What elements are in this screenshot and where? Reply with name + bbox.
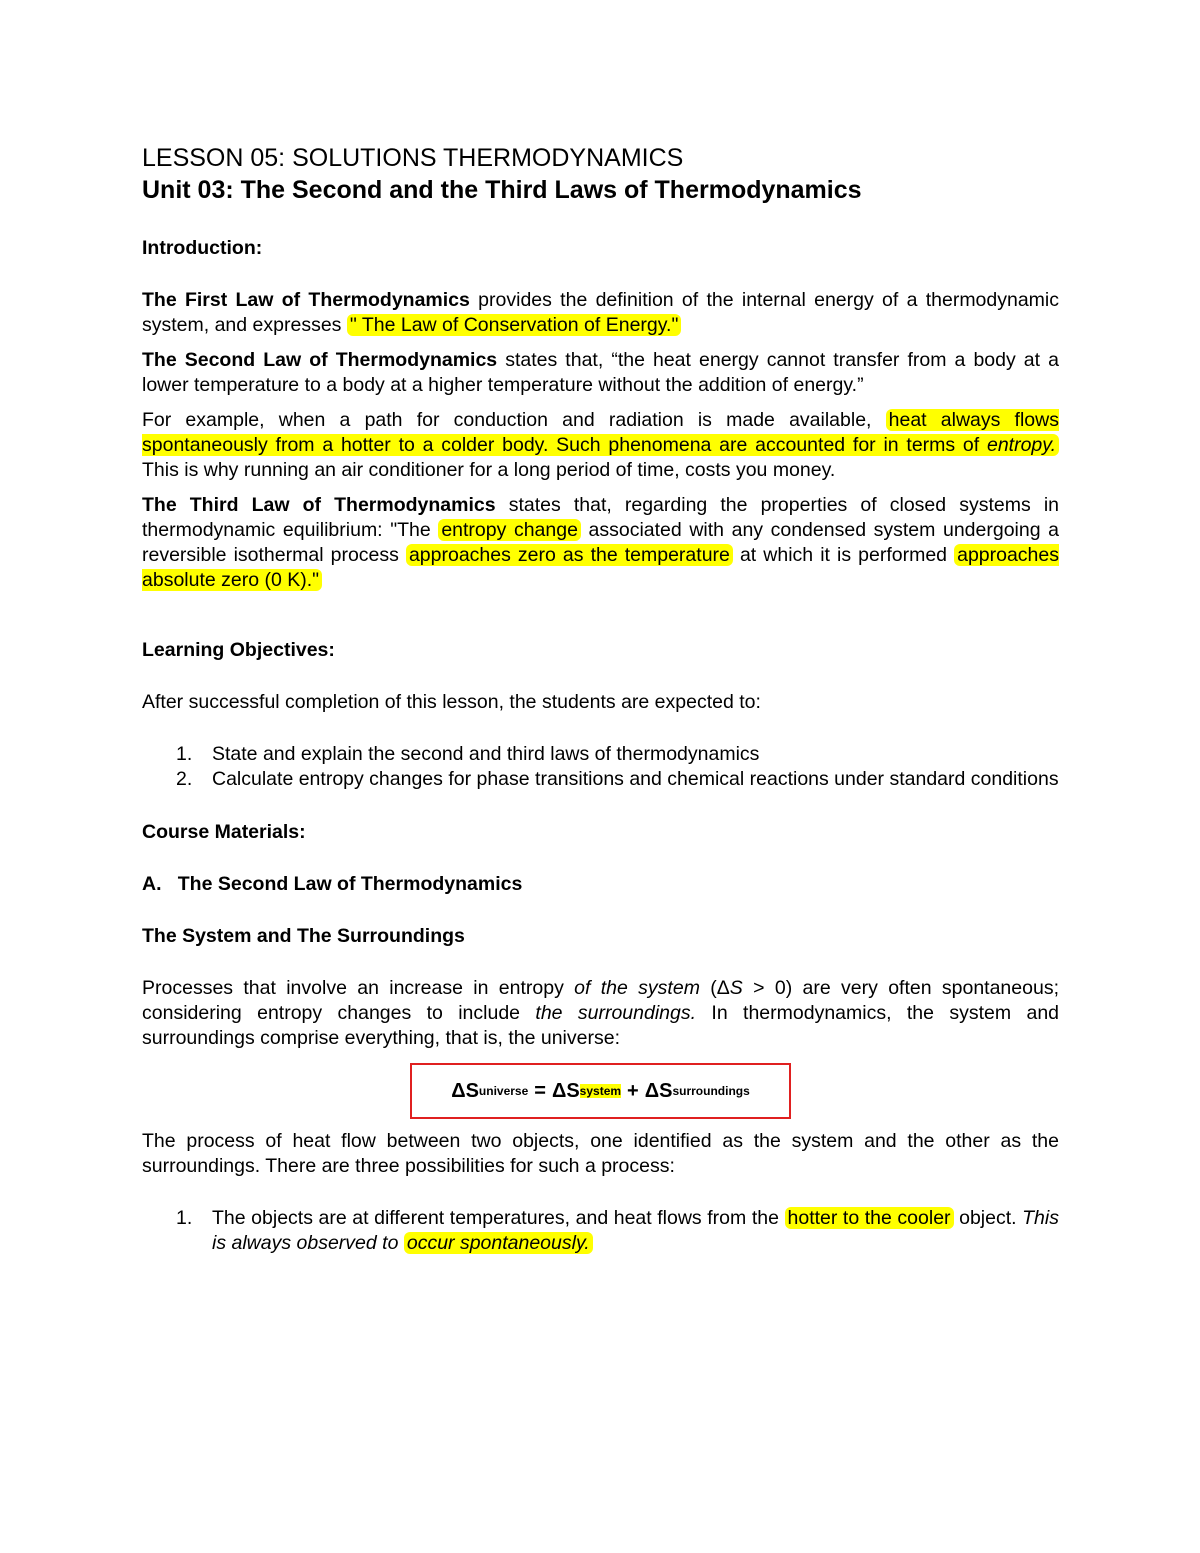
system-surroundings-heading: The System and The Surroundings (142, 925, 465, 947)
possibility-highlight-italic: occur spontaneously. (404, 1232, 593, 1254)
objective-item (142, 767, 1059, 792)
equation-delta-s-surroundings: ΔS (644, 1079, 673, 1102)
third-law-highlight-1: entropy change (438, 519, 581, 541)
page-content (142, 142, 1059, 1256)
possibility-text-2: object. (953, 1207, 1023, 1229)
equation-delta-s-universe: ΔS (451, 1079, 479, 1102)
third-law-term: The Third Law of Thermodynamics (142, 494, 496, 516)
introduction-heading: Introduction: (142, 237, 263, 259)
heat-flow-paragraph: The process of heat flow between two objects, one identified as the system and the other as the surroundings. There are three possibilities for such a process: (142, 1130, 1059, 1177)
possibility-highlight: hotter to the cooler (785, 1207, 954, 1229)
possibilities-list (142, 1206, 1059, 1256)
equation-container (142, 1063, 1059, 1119)
entropy-italic-surroundings: the surroundings. (535, 1002, 697, 1024)
entropy-paragraph (142, 976, 1059, 1051)
possibility-item (142, 1206, 1059, 1256)
example-text-after: This is why running an air conditioner for a long period of time, costs you money. (142, 459, 836, 481)
third-law-highlight-2: approaches zero as the temperature (406, 544, 733, 566)
third-law-text-2: associated with any condensed system undergoing a reversible isothermal process (142, 519, 1059, 566)
entropy-text-4: In thermodynamics, the system and surroundings comprise everything, that is, the universe: (142, 1002, 1060, 1049)
course-materials-heading: Course Materials: (142, 821, 306, 843)
objective-item (142, 742, 1059, 767)
first-law-paragraph (142, 288, 1059, 338)
second-law-paragraph (142, 348, 1059, 398)
example-highlight-entropy: entropy. (986, 434, 1056, 456)
objective-text: State and explain the second and third laws of thermodynamics (212, 743, 760, 765)
third-law-paragraph (142, 493, 1059, 593)
first-law-text: provides the definition of the internal energy of a thermodynamic system, and expresses (142, 289, 1060, 336)
entropy-text-1: Processes that involve an increase in entropy (142, 977, 575, 999)
objectives-heading: Learning Objectives: (142, 639, 335, 661)
entropy-italic-s: S (729, 977, 743, 999)
second-law-term: The Second Law of Thermodynamics (142, 349, 498, 371)
example-text-before: For example, when a path for conduction and radiation is made available, (142, 409, 886, 431)
example-highlight-text: heat always flows spontaneously from a hotter to a colder body. Such phenomena are accounted for in terms of (142, 409, 1059, 456)
possibility-number: 1. (176, 1207, 193, 1229)
objectives-intro: After successful completion of this lesson, the students are expected to: (142, 691, 761, 713)
possibility-italic: This is always observed to (212, 1207, 1059, 1254)
entropy-text-3: > 0) are very often spontaneous; considering entropy changes to include (142, 977, 1059, 1024)
unit-title: Unit 03: The Second and the Third Laws of Thermodynamics (142, 176, 862, 204)
lesson-title: LESSON 05: SOLUTIONS THERMODYNAMICS (142, 144, 684, 172)
third-law-highlight-3: approaches absolute zero (0 K)." (142, 544, 1060, 591)
entropy-equation-box (410, 1063, 791, 1119)
entropy-text-2: (Δ (699, 977, 730, 999)
example-paragraph (142, 408, 1059, 483)
second-law-text: states that, “the heat energy cannot transfer from a body at a lower temperature to a body at a higher temperature without the addition of energy.” (142, 349, 1059, 396)
objectives-list (142, 742, 1059, 792)
equation-sub-universe: universe (478, 1084, 529, 1098)
first-law-highlight: " The Law of Conservation of Energy." (347, 314, 682, 336)
equation-equals: = (534, 1079, 546, 1102)
third-law-text-3: at which it is performed (732, 544, 955, 566)
objective-number: 2. (176, 768, 193, 790)
possibility-text: The objects are at different temperatures, and heat flows from the (212, 1207, 785, 1229)
first-law-term: The First Law of Thermodynamics (142, 289, 470, 311)
equation-delta-s-system: ΔS (551, 1079, 580, 1102)
objective-number: 1. (176, 743, 193, 765)
equation-plus: + (627, 1079, 639, 1102)
section-a-heading: A. The Second Law of Thermodynamics (142, 873, 523, 895)
third-law-text-1: states that, regarding the properties of closed systems in thermodynamic equilibrium: "The (142, 494, 1059, 541)
objective-text: Calculate entropy changes for phase transitions and chemical reactions under standard conditions (212, 768, 1059, 790)
equation-sub-surroundings: surroundings (672, 1084, 750, 1098)
entropy-italic-system: of the system (574, 977, 700, 999)
equation-sub-system: system (579, 1084, 622, 1098)
